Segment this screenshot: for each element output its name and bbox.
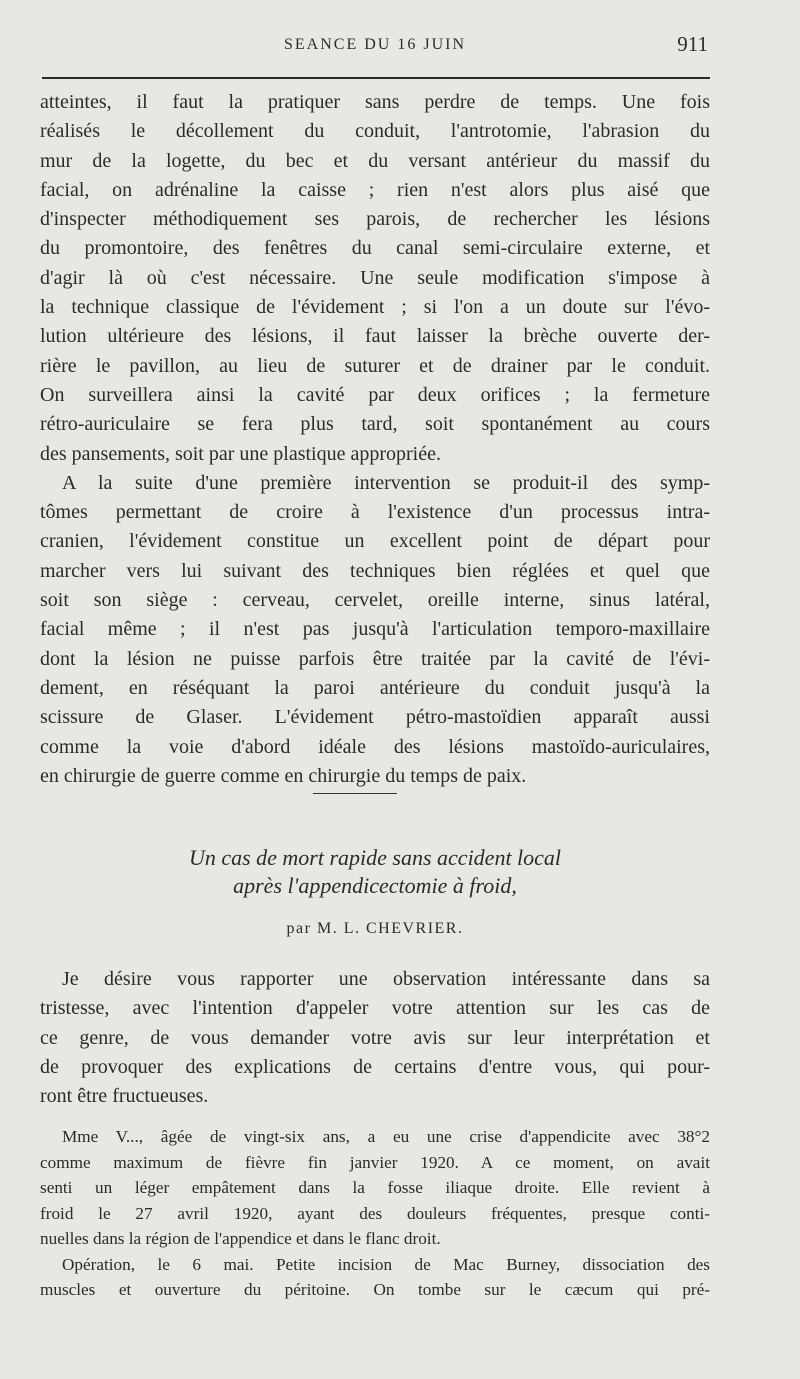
text-line: soit son siège : cerveau, cervelet, oreille interne, sinus latéral, — [40, 589, 710, 612]
text-line: nuelles dans la région de l'appendice et dans le flanc droit. — [40, 1229, 441, 1248]
running-head: SEANCE DU 16 JUIN — [284, 36, 466, 53]
text-line: ront être fructueuses. — [40, 1085, 209, 1108]
article-byline: par M. L. CHEVRIER. — [286, 920, 464, 937]
text-line: cranien, l'évidement constitue un excellent point de départ pour — [40, 530, 710, 553]
text-line: On surveillera ainsi la cavité par deux orifices ; la fermeture — [40, 383, 710, 406]
text-line: A la suite d'une première intervention se produit-il des symp- — [62, 471, 710, 494]
text-block-observation — [40, 1124, 710, 1303]
text-line: tômes permettant de croire à l'existence d'un processus intra- — [40, 501, 710, 524]
text-line: réalisés le décollement du conduit, l'antrotomie, l'abrasion du — [40, 120, 710, 143]
text-line: senti un léger empâtement dans la fosse iliaque droite. Elle revient à — [40, 1178, 710, 1197]
text-line: rière le pavillon, au lieu de suturer et de drainer par le conduit. — [40, 354, 710, 377]
text-line: comme maximum de fièvre fin janvier 1920. A ce moment, on avait — [40, 1152, 710, 1172]
text-line: rétro-auriculaire se fera plus tard, soit spontanément au cours — [40, 413, 710, 436]
article-title — [40, 844, 710, 900]
text-line: en chirurgie de guerre comme en chirurgie du temps de paix. — [40, 764, 527, 787]
text-line: comme la voie d'abord idéale des lésions mastoïdo-auriculaires, — [40, 735, 710, 758]
text-line: tristesse, avec l'intention d'appeler votre attention sur les cas de — [40, 997, 710, 1020]
text-line: d'agir là où c'est nécessaire. Une seule modification s'impose à — [40, 266, 710, 289]
page-number: 911 — [677, 32, 708, 56]
text-line: de provoquer des explications de certains d'entre vous, qui pour- — [40, 1055, 710, 1078]
text-line: ce genre, de vous demander votre avis sur leur interprétation et — [40, 1026, 710, 1049]
article-title-line: Un cas de mort rapide sans accident local — [188, 845, 562, 870]
text-line: mur de la logette, du bec et du versant antérieur du massif du — [40, 149, 710, 172]
text-line: atteintes, il faut la pratiquer sans perdre de temps. Une fois — [40, 91, 710, 113]
text-line: froid le 27 avril 1920, ayant des douleurs fréquentes, presque conti- — [40, 1203, 710, 1223]
article-title-line: après l'appendicectomie à froid, — [233, 873, 517, 898]
text-block-intro — [40, 965, 710, 1111]
text-line: muscles et ouverture du péritoine. On tombe sur le cæcum qui pré- — [40, 1280, 710, 1299]
text-line: marcher vers lui suivant des techniques bien réglées et quel que — [40, 559, 710, 582]
section-separator — [313, 793, 397, 794]
text-line: facial, on adrénaline la caisse ; rien n'est alors plus aisé que — [40, 178, 710, 201]
text-block-evidement — [40, 88, 710, 791]
text-line: Je désire vous rapporter une observation intéressante dans sa — [62, 968, 710, 990]
header-rule — [42, 77, 710, 79]
text-line: Opération, le 6 mai. Petite incision de Mac Burney, dissociation des — [62, 1254, 710, 1274]
text-line: dement, en réséquant la paroi antérieure du conduit jusqu'à la — [40, 676, 710, 699]
text-line: lution ultérieure des lésions, il faut laisser la brèche ouverte der- — [40, 325, 710, 348]
text-line: scissure de Glaser. L'évidement pétro-mastoïdien apparaît aussi — [40, 706, 710, 729]
text-line: d'inspecter méthodiquement ses parois, de rechercher les lésions — [40, 208, 710, 231]
text-line: dont la lésion ne puisse parfois être traitée par la cavité de l'évi- — [40, 647, 710, 670]
text-line: facial même ; il n'est pas jusqu'à l'articulation temporo-maxillaire — [40, 618, 710, 641]
text-line: Mme V..., âgée de vingt-six ans, a eu une crise d'appendicite avec 38°2 — [62, 1127, 710, 1146]
text-line: des pansements, soit par une plastique appropriée. — [40, 442, 441, 465]
text-line: du promontoire, des fenêtres du canal semi-circulaire externe, et — [40, 237, 710, 260]
page-header — [40, 32, 710, 62]
text-line: la technique classique de l'évidement ; si l'on a un doute sur l'évo- — [40, 296, 710, 319]
